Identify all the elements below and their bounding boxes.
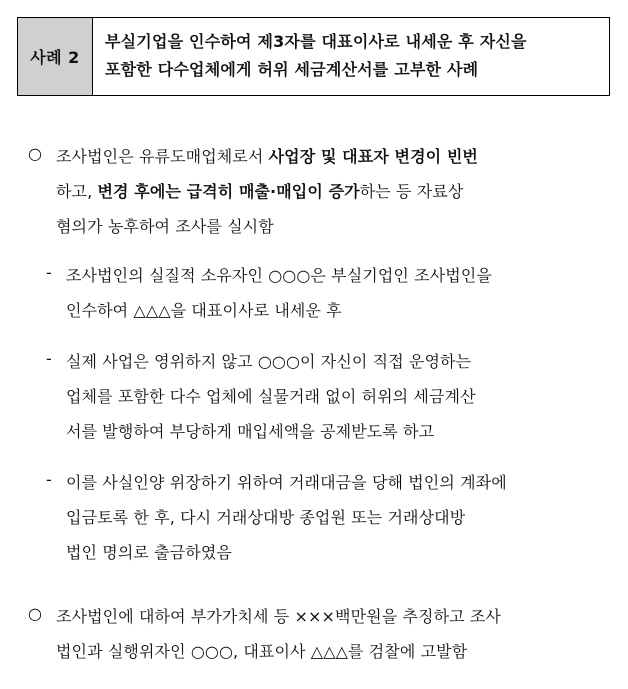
bullet-circle-icon: ○ [28, 144, 42, 163]
point-2-line-2: 법인과 실행위자인 ○○○, 대표이사 △△△를 검찰에 고발함 [56, 642, 468, 661]
sub-point-1-line-2: 인수하여 △△△을 대표이사로 내세운 후 [66, 301, 342, 320]
dash-marker: - [46, 470, 52, 489]
case-header [17, 17, 610, 96]
sub-point-3-line-1: 이를 사실인양 위장하기 위하여 거래대금을 당해 법인의 계좌에 [66, 473, 507, 492]
case-title [93, 18, 609, 95]
case-title-line-2: 포함한 다수업체에게 허위 세금계산서를 고부한 사례 [105, 60, 479, 79]
point-1-line-2: 하고, 변경 후에는 급격히 매출·매입이 증가하는 등 자료상 [56, 182, 464, 201]
sub-point-2-line-1: 실제 사업은 영위하지 않고 ○○○이 자신이 직접 운영하는 [66, 352, 472, 371]
dash-marker: - [46, 263, 52, 282]
sub-point-3-line-2: 입금토록 한 후, 다시 거래상대방 종업원 또는 거래상대방 [66, 508, 466, 527]
sub-point-2-line-2: 업체를 포함한 다수 업체에 실물거래 없이 허위의 세금계산 [66, 387, 476, 406]
point-2-line-1: 조사법인에 대하여 부가가치세 등 ×××백만원을 추징하고 조사 [56, 607, 501, 626]
point-1-line-3: 혐의가 농후하여 조사를 실시함 [56, 217, 274, 236]
case-label: 사례 2 [18, 18, 93, 95]
sub-point-2-line-3: 서를 발행하여 부당하게 매입세액을 공제받도록 하고 [66, 422, 435, 441]
case-title-line-1: 부실기업을 인수하여 제3자를 대표이사로 내세운 후 자신을 [105, 32, 527, 51]
sub-point-3-line-3: 법인 명의로 출금하였음 [66, 543, 232, 562]
bullet-circle-icon: ○ [28, 604, 42, 623]
sub-point-1-line-1: 조사법인의 실질적 소유자인 ○○○은 부실기업인 조사법인을 [66, 266, 492, 285]
dash-marker: - [46, 349, 52, 368]
point-1-line-1: 조사법인은 유류도매업체로서 사업장 및 대표자 변경이 빈번 [56, 147, 478, 166]
